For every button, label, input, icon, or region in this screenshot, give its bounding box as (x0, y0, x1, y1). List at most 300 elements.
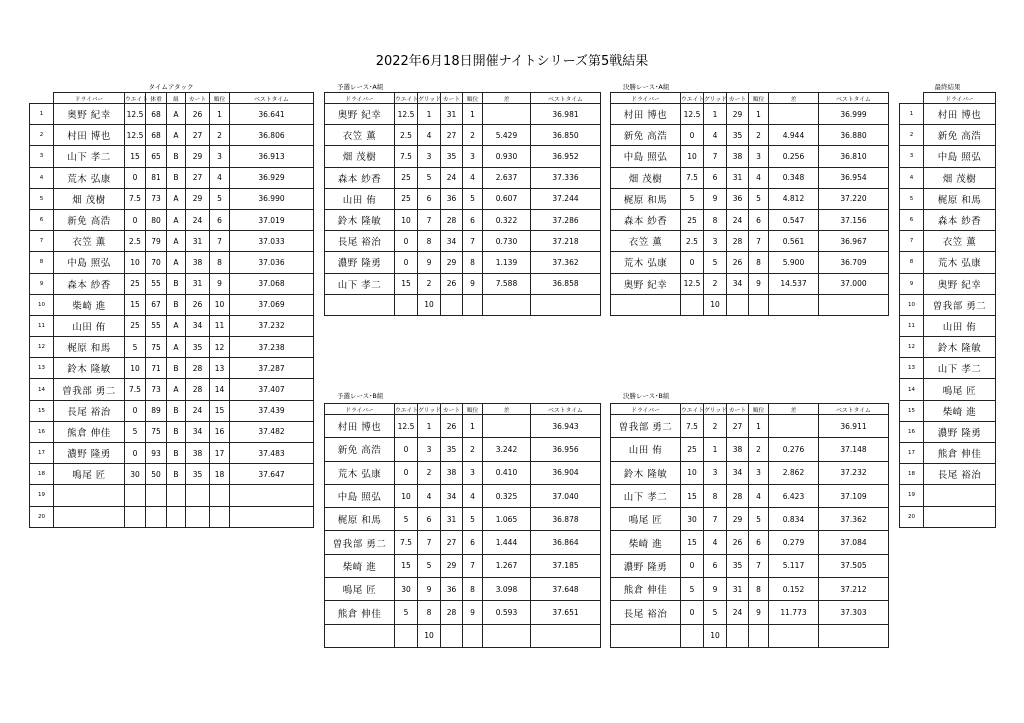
table-cell: 5 (463, 188, 483, 209)
table-cell: 37.651 (531, 601, 601, 624)
driver-name-cell: 荒木 弘康 (924, 252, 996, 273)
table-cell: 15 (210, 400, 230, 421)
column-header: ドライバー (924, 93, 996, 104)
table-cell: 5 (418, 167, 441, 188)
table-cell (186, 485, 210, 506)
table-cell: 37.647 (230, 464, 314, 485)
table-cell: 26 (441, 415, 463, 438)
table-cell: 35 (441, 146, 463, 167)
table-cell: 36.864 (531, 531, 601, 554)
table-cell: 36.929 (230, 167, 314, 188)
table-row (900, 485, 996, 506)
table-cell: 9 (704, 188, 727, 209)
column-header: 順位 (749, 404, 769, 415)
table-cell: 27 (186, 167, 210, 188)
column-header: カート (186, 93, 210, 104)
table-row (611, 294, 889, 315)
table-cell: 27 (441, 125, 463, 146)
table-row (325, 273, 601, 294)
driver-name-cell: 梶原 和馬 (611, 188, 681, 209)
table-row (325, 554, 601, 577)
table-cell: 0 (681, 554, 704, 577)
column-header: ウエイト (681, 93, 704, 104)
table-row (611, 461, 889, 484)
table-cell: 7.5 (681, 167, 704, 188)
table-cell: 2 (418, 273, 441, 294)
table-cell: 36.904 (531, 461, 601, 484)
table-row (325, 167, 601, 188)
table-cell: 15 (681, 531, 704, 554)
table-cell: 37.287 (230, 358, 314, 379)
driver-name-cell: 村田 博也 (611, 104, 681, 125)
column-header: 順位 (749, 93, 769, 104)
table-cell: 37.648 (531, 578, 601, 601)
table-cell: 5.900 (769, 252, 819, 273)
table-cell: 7 (704, 146, 727, 167)
table-row (900, 315, 996, 336)
table-cell (167, 485, 186, 506)
table-cell: B (167, 146, 186, 167)
table-cell (230, 485, 314, 506)
column-header: ドライバー (611, 404, 681, 415)
table-cell: 6 (749, 209, 769, 230)
table-cell: 31 (186, 273, 210, 294)
table-row (900, 209, 996, 230)
table-cell: 35 (186, 337, 210, 358)
table-cell: 37.109 (819, 484, 889, 507)
driver-name-cell: 山田 侑 (924, 315, 996, 336)
column-header: カート (727, 93, 749, 104)
table-cell: 4 (704, 531, 727, 554)
table-row (325, 188, 601, 209)
driver-name-cell: 梶原 和馬 (325, 508, 395, 531)
driver-name-cell: 柴崎 進 (325, 554, 395, 577)
table-cell: 38 (727, 146, 749, 167)
table-cell (483, 624, 531, 647)
table-cell: 3 (749, 461, 769, 484)
position-cell: 5 (30, 188, 54, 209)
table-cell: 37.220 (819, 188, 889, 209)
header-row (30, 93, 314, 104)
table-row (30, 167, 314, 188)
table-cell: 6 (418, 508, 441, 531)
driver-name-cell: 熊倉 伸佳 (54, 421, 125, 442)
table-cell: 79 (146, 231, 167, 252)
table-cell: 7.5 (125, 188, 146, 209)
table-cell: 36.878 (531, 508, 601, 531)
table-cell: 0.730 (483, 231, 531, 252)
table-cell: 25 (125, 315, 146, 336)
driver-name-cell: 畑 茂樹 (924, 167, 996, 188)
driver-name-cell: 鈴木 隆敏 (54, 358, 125, 379)
table-cell: 6 (210, 209, 230, 230)
column-header: グリッド (418, 404, 441, 415)
table-cell: 34 (727, 273, 749, 294)
driver-name-cell: 曽我部 勇二 (54, 379, 125, 400)
table-cell: 0 (125, 209, 146, 230)
table-cell: 37.084 (819, 531, 889, 554)
table-cell: 4.944 (769, 125, 819, 146)
table-cell: 4 (749, 484, 769, 507)
table-cell: 37.212 (819, 578, 889, 601)
final-result-table (899, 92, 996, 528)
table-cell: 10 (681, 146, 704, 167)
table-cell: 0 (681, 125, 704, 146)
table-cell: 36.956 (531, 438, 601, 461)
table-row (30, 273, 314, 294)
table-cell: 3 (210, 146, 230, 167)
table-cell: 5 (125, 421, 146, 442)
table-row (900, 506, 996, 527)
driver-name-cell: 中島 照弘 (325, 484, 395, 507)
table-cell: 2.5 (395, 125, 418, 146)
table-cell: 1 (463, 415, 483, 438)
table-cell: 28 (441, 209, 463, 230)
table-cell: 10 (395, 484, 418, 507)
table-cell: 3 (704, 231, 727, 252)
table-cell: 17 (210, 443, 230, 464)
table-row (325, 209, 601, 230)
table-cell: 3 (749, 146, 769, 167)
position-cell: 17 (30, 443, 54, 464)
table-cell: 6.423 (769, 484, 819, 507)
driver-name-cell: 山田 侑 (325, 188, 395, 209)
position-cell: 7 (900, 231, 924, 252)
table-cell: A (167, 209, 186, 230)
table-cell: 31 (441, 104, 463, 125)
table-cell: 15 (395, 273, 418, 294)
table-cell: 0 (681, 601, 704, 624)
position-cell: 11 (30, 315, 54, 336)
table-cell: 1.267 (483, 554, 531, 577)
table-row (30, 464, 314, 485)
table-cell: A (167, 337, 186, 358)
table-cell: 2 (418, 461, 441, 484)
table-row (325, 484, 601, 507)
table-cell: B (167, 400, 186, 421)
table-cell: 2.5 (125, 231, 146, 252)
table-cell: 36.913 (230, 146, 314, 167)
driver-name-cell: 奥野 紀幸 (611, 273, 681, 294)
table-cell: 4 (418, 125, 441, 146)
table-cell: 8 (749, 578, 769, 601)
table-cell: 37.407 (230, 379, 314, 400)
table-cell (769, 294, 819, 315)
table-cell: 36 (441, 578, 463, 601)
table-cell: 9 (704, 578, 727, 601)
table-row (900, 379, 996, 400)
table-row (611, 125, 889, 146)
table-cell: 24 (727, 601, 749, 624)
table-cell: 29 (441, 252, 463, 273)
table-cell: 27 (186, 125, 210, 146)
table-cell: A (167, 188, 186, 209)
table-cell: 10 (125, 252, 146, 273)
table-cell: 2 (463, 438, 483, 461)
driver-name-cell (924, 506, 996, 527)
table-cell (395, 294, 418, 315)
table-row (900, 231, 996, 252)
column-header: ウエイト (125, 93, 146, 104)
table-cell: 2.862 (769, 461, 819, 484)
position-cell: 20 (30, 506, 54, 527)
table-row (611, 252, 889, 273)
table-row (611, 531, 889, 554)
column-header (30, 93, 54, 104)
table-cell (681, 624, 704, 647)
driver-name-cell: 中島 照弘 (924, 146, 996, 167)
table-cell: 37.303 (819, 601, 889, 624)
table-cell: 1 (704, 438, 727, 461)
table-row (325, 125, 601, 146)
table-cell: 55 (146, 273, 167, 294)
table-cell: 2 (749, 125, 769, 146)
table-cell: 5 (681, 188, 704, 209)
table-row (30, 485, 314, 506)
table-cell: B (167, 294, 186, 315)
position-cell: 6 (900, 209, 924, 230)
table-cell: 15 (125, 294, 146, 315)
table-cell (749, 294, 769, 315)
driver-name-cell: 荒木 弘康 (54, 167, 125, 188)
table-cell: 0 (125, 167, 146, 188)
table-cell: 7.5 (395, 146, 418, 167)
driver-name-cell: 森本 紗香 (325, 167, 395, 188)
table-cell: 14.537 (769, 273, 819, 294)
table-cell: 0.547 (769, 209, 819, 230)
driver-name-cell: 村田 博也 (325, 415, 395, 438)
table-row (325, 461, 601, 484)
table-cell: 12.5 (125, 104, 146, 125)
driver-name-cell: 山下 孝二 (54, 146, 125, 167)
table-row (325, 578, 601, 601)
table-cell: 31 (727, 578, 749, 601)
table-cell: 6 (704, 167, 727, 188)
table-cell: 18 (210, 464, 230, 485)
table-cell: 2 (704, 415, 727, 438)
table-cell: 9 (749, 601, 769, 624)
header-row (900, 93, 996, 104)
table-cell: 36.641 (230, 104, 314, 125)
driver-name-cell: 長尾 裕治 (54, 400, 125, 421)
table-cell: 10 (704, 624, 727, 647)
table-cell: 13 (210, 358, 230, 379)
driver-name-cell: 山下 孝二 (611, 484, 681, 507)
position-cell: 7 (30, 231, 54, 252)
table-cell: 37.336 (531, 167, 601, 188)
table-row (900, 273, 996, 294)
table-cell: 1 (704, 104, 727, 125)
driver-name-cell: 熊倉 伸佳 (611, 578, 681, 601)
table-cell: 7 (749, 554, 769, 577)
column-header: 差 (769, 404, 819, 415)
table-cell: 6 (749, 531, 769, 554)
table-cell: 8 (749, 252, 769, 273)
table-cell: 15 (395, 554, 418, 577)
column-header: グリッド (704, 93, 727, 104)
column-header: グリッド (704, 404, 727, 415)
table-cell: A (167, 104, 186, 125)
table-cell: 80 (146, 209, 167, 230)
table-cell: B (167, 443, 186, 464)
table-cell: 30 (395, 578, 418, 601)
table-cell (727, 624, 749, 647)
position-cell: 11 (900, 315, 924, 336)
time-attack-caption: タイムアタック (148, 83, 194, 91)
position-cell: 16 (30, 421, 54, 442)
driver-name-cell: 濃野 隆勇 (54, 443, 125, 464)
table-cell: 5.117 (769, 554, 819, 577)
table-cell: 1.444 (483, 531, 531, 554)
table-cell: 5 (395, 601, 418, 624)
position-cell: 2 (900, 125, 924, 146)
column-header: 差 (483, 404, 531, 415)
table-cell: 36.880 (819, 125, 889, 146)
position-cell: 20 (900, 506, 924, 527)
position-cell: 1 (900, 104, 924, 125)
table-cell: 5.429 (483, 125, 531, 146)
table-cell: 0 (395, 438, 418, 461)
table-cell (749, 624, 769, 647)
table-row (325, 146, 601, 167)
table-cell: 37.238 (230, 337, 314, 358)
table-cell: 73 (146, 188, 167, 209)
table-row (30, 443, 314, 464)
table-cell: 93 (146, 443, 167, 464)
column-header: ドライバー (54, 93, 125, 104)
table-cell: 29 (441, 554, 463, 577)
table-cell (769, 415, 819, 438)
table-cell: 37.483 (230, 443, 314, 464)
table-cell: 37.286 (531, 209, 601, 230)
position-cell: 18 (900, 464, 924, 485)
table-cell: 4 (418, 484, 441, 507)
driver-name-cell: 柴崎 進 (611, 531, 681, 554)
table-cell: 71 (146, 358, 167, 379)
table-row (30, 400, 314, 421)
table-row (611, 104, 889, 125)
column-header: カート (441, 404, 463, 415)
table-cell (769, 624, 819, 647)
table-row (325, 252, 601, 273)
driver-name-cell (54, 506, 125, 527)
table-cell (483, 104, 531, 125)
table-cell: 5 (749, 508, 769, 531)
table-cell: 34 (441, 484, 463, 507)
table-cell: 34 (727, 461, 749, 484)
table-cell (441, 294, 463, 315)
table-cell: 34 (186, 315, 210, 336)
table-cell: 29 (727, 104, 749, 125)
table-cell: 0.152 (769, 578, 819, 601)
driver-name-cell: 鳴尾 匠 (54, 464, 125, 485)
table-cell: 28 (727, 484, 749, 507)
column-header: 順位 (463, 93, 483, 104)
driver-name-cell: 鳴尾 匠 (611, 508, 681, 531)
table-row (30, 506, 314, 527)
driver-name-cell: 奥野 紀幸 (924, 273, 996, 294)
table-cell: 37.232 (819, 461, 889, 484)
driver-name-cell: 曽我部 勇二 (924, 294, 996, 315)
table-cell: 28 (441, 601, 463, 624)
driver-name-cell: 畑 茂樹 (611, 167, 681, 188)
table-cell: 12.5 (395, 415, 418, 438)
table-cell: 7.5 (125, 379, 146, 400)
table-cell (210, 506, 230, 527)
table-cell (727, 294, 749, 315)
table-cell: 36.858 (531, 273, 601, 294)
table-cell: 36.806 (230, 125, 314, 146)
table-cell: A (167, 252, 186, 273)
table-cell: 10 (210, 294, 230, 315)
table-cell: 37.040 (531, 484, 601, 507)
table-cell: 5 (704, 601, 727, 624)
table-row (325, 415, 601, 438)
table-cell: 81 (146, 167, 167, 188)
table-cell: 68 (146, 125, 167, 146)
table-cell: 37.244 (531, 188, 601, 209)
driver-name-cell (54, 485, 125, 506)
table-cell: 3 (418, 438, 441, 461)
table-cell: 37.148 (819, 438, 889, 461)
position-cell: 8 (900, 252, 924, 273)
position-cell: 6 (30, 209, 54, 230)
table-cell: 36.810 (819, 146, 889, 167)
table-cell: 7 (418, 209, 441, 230)
table-cell: 0.256 (769, 146, 819, 167)
table-cell (146, 506, 167, 527)
position-cell: 14 (900, 379, 924, 400)
column-header: グリッド (418, 93, 441, 104)
driver-name-cell: 柴崎 進 (924, 400, 996, 421)
column-header: 組 (167, 93, 186, 104)
table-cell: 5 (681, 578, 704, 601)
table-cell: 38 (186, 252, 210, 273)
driver-name-cell: 森本 紗香 (611, 209, 681, 230)
table-cell: 8 (704, 209, 727, 230)
driver-name-cell: 鈴木 隆敏 (611, 461, 681, 484)
table-cell: 0 (395, 461, 418, 484)
table-cell (681, 294, 704, 315)
position-cell: 4 (30, 167, 54, 188)
driver-name-cell: 曽我部 勇二 (611, 415, 681, 438)
table-row (611, 415, 889, 438)
table-row (900, 188, 996, 209)
table-row (30, 337, 314, 358)
table-cell: 37.036 (230, 252, 314, 273)
table-row (611, 624, 889, 647)
column-header: 順位 (210, 93, 230, 104)
table-cell: 31 (441, 508, 463, 531)
table-cell: 12.5 (125, 125, 146, 146)
table-row (30, 294, 314, 315)
table-cell: 36 (727, 188, 749, 209)
table-cell: 36.954 (819, 167, 889, 188)
table-cell: 31 (186, 231, 210, 252)
table-row (611, 438, 889, 461)
driver-name-cell: 衣笠 薫 (54, 231, 125, 252)
table-cell: 35 (186, 464, 210, 485)
table-cell (167, 506, 186, 527)
table-cell: 11.773 (769, 601, 819, 624)
table-cell: 24 (727, 209, 749, 230)
table-cell: 15 (681, 484, 704, 507)
table-cell: 8 (210, 252, 230, 273)
table-cell (186, 506, 210, 527)
position-cell: 16 (900, 421, 924, 442)
table-row (325, 624, 601, 647)
table-cell: 0 (681, 252, 704, 273)
